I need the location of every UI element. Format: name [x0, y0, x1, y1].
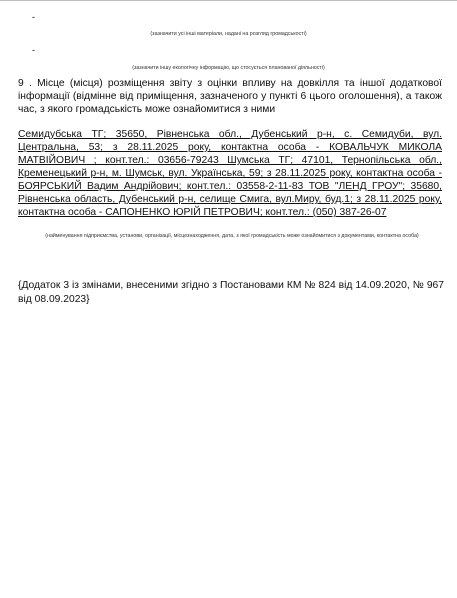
materials-caption: (зазначити усі інші матеріали, надані на розгляд громадськості): [150, 31, 307, 37]
blank-line-marker: -: [32, 12, 35, 22]
locations-text: Семидубська ТГ; 35650, Рівненська обл., Дубенський р-н, с. Семидуби, вул. Центральна, 53; з 28.11.2025 року, контактна особа - КОВАЛЬЧУК МИКОЛА МАТВІЙОВИЧ ; конт.тел.: 03656-79243 Шумська ТГ; 47101, Тернопільська обл., Кременецький р-н, м. Шумськ, вул. Українська, 59; з 28.11.2025 року, контактна особа - БОЯРСЬКИЙ Вадим Андрійович; конт.тел.: 03558-2-11-83 ТОВ "ЛЕНД ГРОУ"; 35680, Рівненська область, Дубенський р-н, селище Смига, вул.Миру, буд.1; з 28.11.2025 року, контактна особа - САПОНЕНКО ЮРІЙ ПЕТРОВИЧ; конт.тел.: (050) 387-26-07: [18, 129, 442, 218]
location-caption: (найменування підприємства, установи, організації, місцезнаходження, дата, з якої громадськість може ознайомитися з документами, контактна особа): [45, 233, 419, 239]
amendment-note: {Додаток 3 із змінами, внесеними згідно з Постановами КМ № 824 від 14.09.2020, № 967 від 08.09.2023}: [18, 280, 444, 305]
locations-entries: [18, 128, 442, 219]
blank-line-marker: -: [32, 45, 35, 55]
environmental-info-caption: (зазначити іншу екологічну інформацію, що стосується планованої діяльності): [132, 65, 325, 71]
point-9-heading: 9 . Місце (місця) розміщення звіту з оцінки впливу на довкілля та іншої додаткової інформації (відмінне від приміщення, зазначеного у пункті 6 цього оголошення), а також час, з якого громадськість може ознайомитися з ними: [18, 78, 442, 115]
